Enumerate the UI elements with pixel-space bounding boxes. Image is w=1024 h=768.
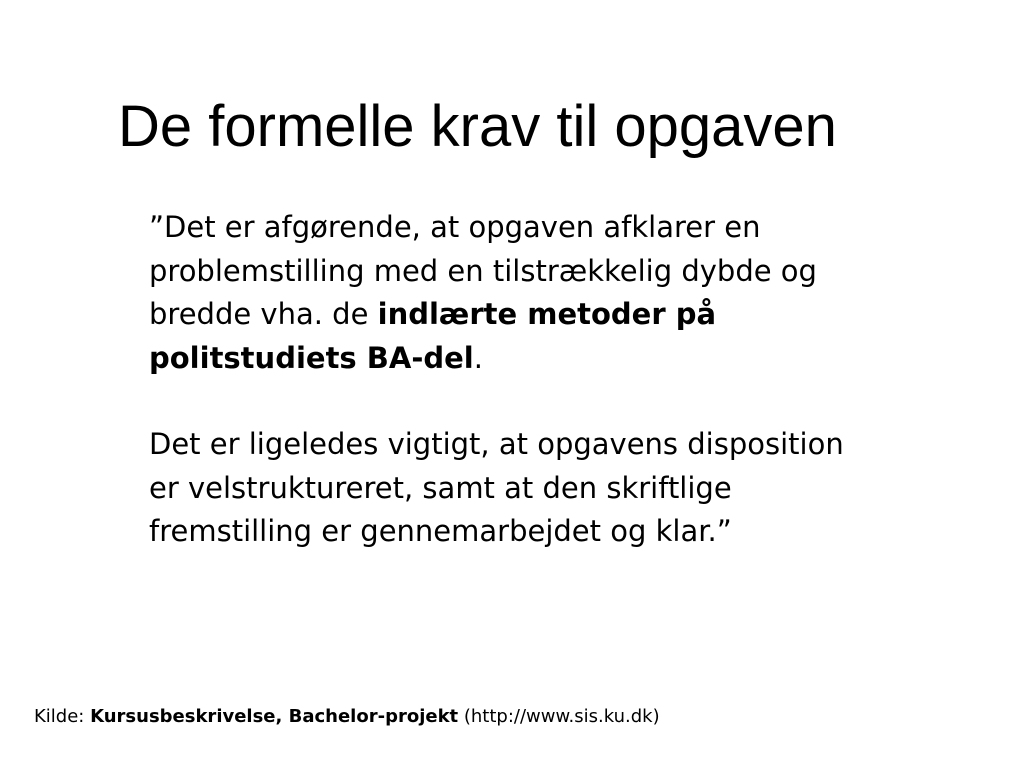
slide-title: De formelle krav til opgaven [118, 94, 837, 159]
quote-paragraph-2: Det er ligeledes vigtigt, at opgavens disposition er velstruktureret, samt at den skriftlige fremstilling er gennemarbejdet og klar.” [149, 427, 844, 548]
quote-block [149, 206, 869, 554]
source-label: Kilde: [34, 706, 91, 727]
source-title: Kursusbeskrivelse, Bachelor-projekt [90, 706, 459, 727]
source-line [34, 704, 660, 730]
paragraph-1-bold-text: indlærte metoder på politstudiets BA-del [149, 297, 717, 375]
source-url: (http://www.sis.ku.dk) [458, 706, 660, 727]
quote-paragraph-1 [149, 206, 869, 380]
paragraph-1-end: . [473, 340, 483, 375]
paragraph-1-text: ”Det er afgørende, at opgaven afklarer en problemstilling med en tilstrækkelig dybde og bredde vha. de [149, 210, 817, 331]
